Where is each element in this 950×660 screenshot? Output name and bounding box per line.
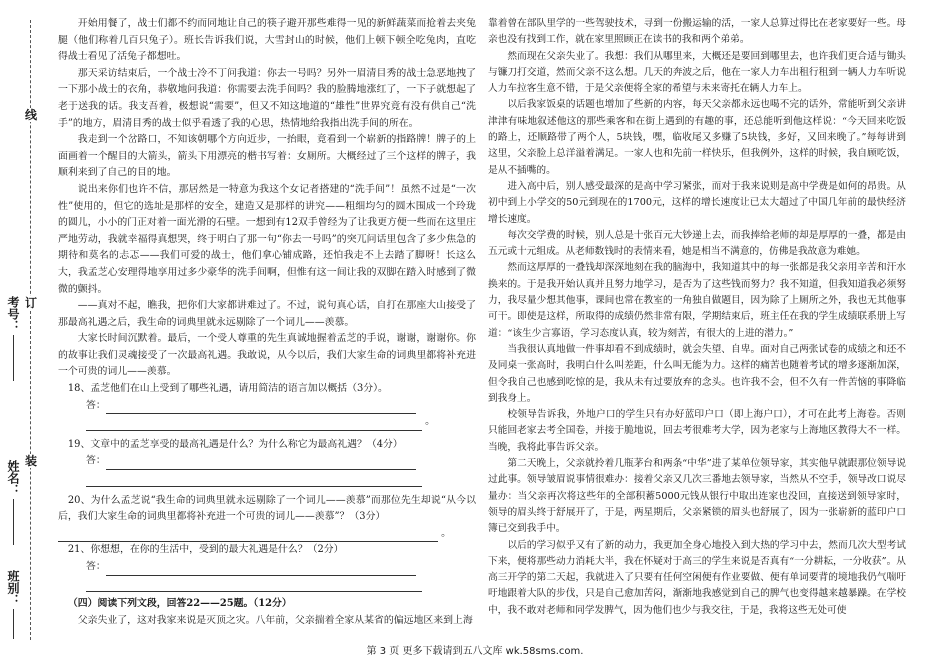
- question-21: 21、你想想，在你的生活中，受到的最大礼遇是什么？（2分）: [67, 544, 344, 556]
- answer-line: [106, 458, 416, 470]
- paragraph: 然而现在父亲失业了。我想：我们从哪里来，大概还是要回到哪里去，也许我们更合适与锄头与镰刀打交道，然而父亲不这么想。几天的奔波之后，他在一家人力车出租行租到一辆人力车听说人力车拉客生意不错，于是父亲便将全家的希望与未来寄托在辆人力车上。: [488, 50, 906, 95]
- answer-line: [86, 580, 422, 592]
- binding-word-ding: 订: [24, 296, 37, 310]
- paragraph: 说出来你们也许不信，那居然是一特意为我这个女记者搭建的“洗手间”！虽然不过是“一次性”使用的，但它的选址是那样的安全，建造又是那样的讲究——粗细均匀的圆木围成一个玲珑的圆儿，小小的门正对着一面光滑的石壁。一想到有12双手曾经为了让我更方便一些而在这里庄严地劳动，我就幸福得真想哭，终于明白了那一句“你去一号吗”的突兀问话里包含了多少焦急的期待和莫名的忐忑——我们可爱的战士，他们拿心铺成路，还怕我走不上去踏了脚呀！长这么大，我孟芝心安理得地享用过多少豪华的洗手间啊，但惟有这一间让我的双脚在踏入时感到了微微的颤抖。: [58, 183, 476, 295]
- answer-label: 答：: [86, 455, 106, 467]
- paragraph: 以后的学习似乎又有了新的动力，我更加全身心地投入到大热的学习中去，然而几次大型考试下来，便将那些动力消耗大半，我在怀疑对于高三的学生来说是否真有“一分耕耘，一分收获”。从高三开学的第二天起，我就进入了只要有任何空闲便有作业要做、便有单词要背的境地我仍气喘吁吁地跟着大队的步伐，只是自己愈加苦闷，渐渐地我感觉到自己的脾气也变得越来越暴躁。在学校中，我不敢对老师和同学发脾气，因为他们也少与我交往，于是，我将这些无处可使: [488, 539, 906, 616]
- answer-line: [86, 475, 422, 487]
- paragraph: 第二天晚上，父亲就拎着几瓶茅台和两条“中华”进了某单位领导家，其实他早就跟那位领导说过此事。领导皱眉说事情很难办：接着父亲又几次三番地去领导家，当然从不空手，领导改口说尽量办：当父亲再次将这些年的全部积蓄5000元钱从银行中取出连家也没回，直接送到领导家时，领导的眉头终于舒展开了，于是，两星期后，父亲紧锁的眉头也舒展了，因为一张崭新的蓝印户口簿已交到我手中。: [488, 458, 906, 535]
- exam-number-line: [13, 335, 14, 381]
- left-column: [58, 16, 476, 629]
- paragraph: 进入高中后，别人感受最深的是高中学习紧张，而对于我来说则是高中学费是如何的昂贵。从初中到上小学交的50元到现在的1700元，这样的增长速度让已太大超过了中国几年前的最快经济增长速度。: [488, 180, 906, 225]
- exam-number-label: 考号：: [6, 296, 20, 332]
- paragraph: 父亲失业了，这对我家来说是灭顶之灾。八年前，父亲揣着全家从某省的偏远地区来到上海: [77, 614, 473, 626]
- paragraph: 开始用餐了，战士们都不约而同地让自己的筷子避开那些难得一见的新鲜蔬菜而抢着去夹兔腿（他们称着几百只兔子）。班长告诉我们说，大雪封山的时候，他们上顿下顿全吃兔肉，直吃得战士看见了活兔子都想吐。: [58, 18, 476, 63]
- paragraph: 靠着曾在部队里学的一些驾驶技术，寻到一份搬运输的活，一家人总算过得比在老家要好一些。母亲也没有找到工作，就在家里照顾正在读书的我和两个弟弟。: [488, 18, 906, 46]
- paragraph: 每次交学费的时候，别人总是十张百元大钞递上去，而我捧给老师的却是厚厚的一叠，都是由五元或十元组成。从老师数钱时的表情来看，她是相当不满意的，仿佛是我故意为难她。: [488, 229, 906, 258]
- binding-word-xian: 线: [24, 108, 37, 122]
- paragraph: 那天采访结束后，一个战士冷不丁问我道：你去一号吗？另外一眉清目秀的战士急恶地拽了一下那小战士的衣角，恭敬地问我道：你需要去洗手间吗？我的脸腾地涨红了，一下子就想起了老于送我的话。我支吾着，极想说“需要”，但又不知这地道的“雄性”世界究竟有没有供自己“洗手”的地方，眉清目秀的战士似乎看透了我的心思，热情地给我指出洗手间的所在。: [58, 67, 476, 129]
- answer-21[interactable]: [58, 559, 476, 576]
- answer-line: [58, 530, 438, 542]
- paragraph: 然而这厚厚的一叠钱却深深地刻在我的脑海中，我知道其中的每一张都是我父亲用辛苦和汗水换来的。于是我开始认真并且努力地学习，是否为了这些钱而努力？我不知道，但我知道我必须努力，我尽量少想其他事，课间也常在教室的一角独自做题目，因为除了上厕所之外，我也无其他事可干。即使是这样，所取得的成绩仍然非常有限，学期结束后，班主任在我的学生成绩联系册上写道：“该生少言寡语，学习态度认真，较为刻苦，有很大的上进的潜力。”: [488, 262, 906, 339]
- class-line: [13, 609, 14, 639]
- class-label: 班别：: [6, 570, 20, 606]
- exam-number-field: [6, 296, 20, 381]
- binding-word-zhuang: 装: [24, 454, 37, 468]
- paragraph: ——真对不起，瞧我，把你们大家都讲难过了。不过，说句真心话，自打在那座大山接受了那最高礼遇之后，我生命的词典里就永远剔除了一个词儿——羡慕。: [58, 300, 476, 328]
- answer-line: [106, 564, 416, 576]
- answer-21-line-2[interactable]: [58, 576, 476, 593]
- paragraph: 当我很认真地做一件事却看不到成绩时，就会失望、自卑。面对自己两张试卷的成绩之和还不及同桌一张高时，我明白什么叫差距，什么叫无能为力。这样的痛苦也随着考试的增多逐渐加深，但令我自己也感到吃惊的是，我从未有过要放弃的念头。也许我不会，但不久有一件苦恼的事降临到我身上。: [488, 343, 906, 404]
- answer-label: 答：: [86, 399, 106, 411]
- right-column: [488, 16, 906, 619]
- question-18: 18、孟芝他们在山上受到了哪些礼遇，请用简洁的语言加以概括（3分）。: [67, 383, 388, 395]
- answer-20[interactable]: 。: [58, 526, 476, 543]
- answer-19[interactable]: [58, 453, 476, 470]
- name-label: 姓名：: [6, 460, 20, 496]
- name-line: [13, 499, 14, 545]
- answer-line: [86, 419, 422, 431]
- answer-18[interactable]: [58, 398, 476, 415]
- name-field: [6, 460, 20, 545]
- question-19: 19、文章中的孟芝享受的最高礼遇是什么？为什么称它为最高礼遇？（4分）: [67, 438, 403, 450]
- page-footer: 第 3 页 更多下载请到五八文库 wk.58sms.com.: [366, 646, 584, 657]
- class-field: [6, 570, 20, 639]
- binding-margin: [0, 0, 46, 660]
- paragraph: 以后我家饭桌的话题也增加了些新的内容，每天父亲都永远也喝不完的话外，常能听到父亲讲津津有味地叙述他这的那些乘客和在街上遇到的有趣的事，还总能听到他这样说：“今天回来吃饭的路上，还顺路带了两个人，5块钱，嘿，临收尾又多赚了5块钱，多好，又回来晚了。”每每讲到这里，父亲脸上总洋溢着满足。一家人也和先前一样快乐，但我例外，这样的时候，我自顾吃饭，是从不插嘴的。: [488, 99, 906, 176]
- section-heading: （四）阅读下列文段，回答22——25题。（12分）: [67, 598, 292, 610]
- paragraph: 我走到一个岔路口，不知该朝哪个方向近步，一抬眼，竟看到一个崭新的指路牌！牌子的上面画着一个醒目的大箭头，箭头下用漂亮的楷书写着：女厕所。大概经过了三个这样的牌子，我顺利来到了自己的目的地。: [58, 134, 476, 179]
- question-20: 20、为什么孟芝说“我生命的词典里就永远剔除了一个词儿——羡慕”而那位先生却说“从今以后，我们大家生命的词典里都将补充进一个可贵的词儿——羡慕”？（3分）: [58, 494, 476, 523]
- paragraph: 校领导告诉我，外地户口的学生只有办好蓝印户口（即上海户口），才可在此考上海卷。否则只能回老家去考全国卷，并接于脆地说，回去考很难考大学，因为老家与上海地区教得大不一样。当晚，我将此事告诉父亲。: [488, 409, 906, 453]
- answer-18-line-2[interactable]: 。: [58, 414, 476, 431]
- answer-line: [106, 402, 416, 414]
- paragraph: 大家长时间沉默着。最后，一个受人尊重的先生真诚地握着孟芝的手说，谢谢，谢谢你。你的故事让我们灵魂接受了一次最高礼遇。我敢说，从今以后，我们大家生命的词典里都将补充进一个可贵的词儿——羡慕。: [58, 333, 476, 378]
- answer-label: 答：: [86, 561, 106, 572]
- answer-19-line-2[interactable]: [58, 470, 476, 487]
